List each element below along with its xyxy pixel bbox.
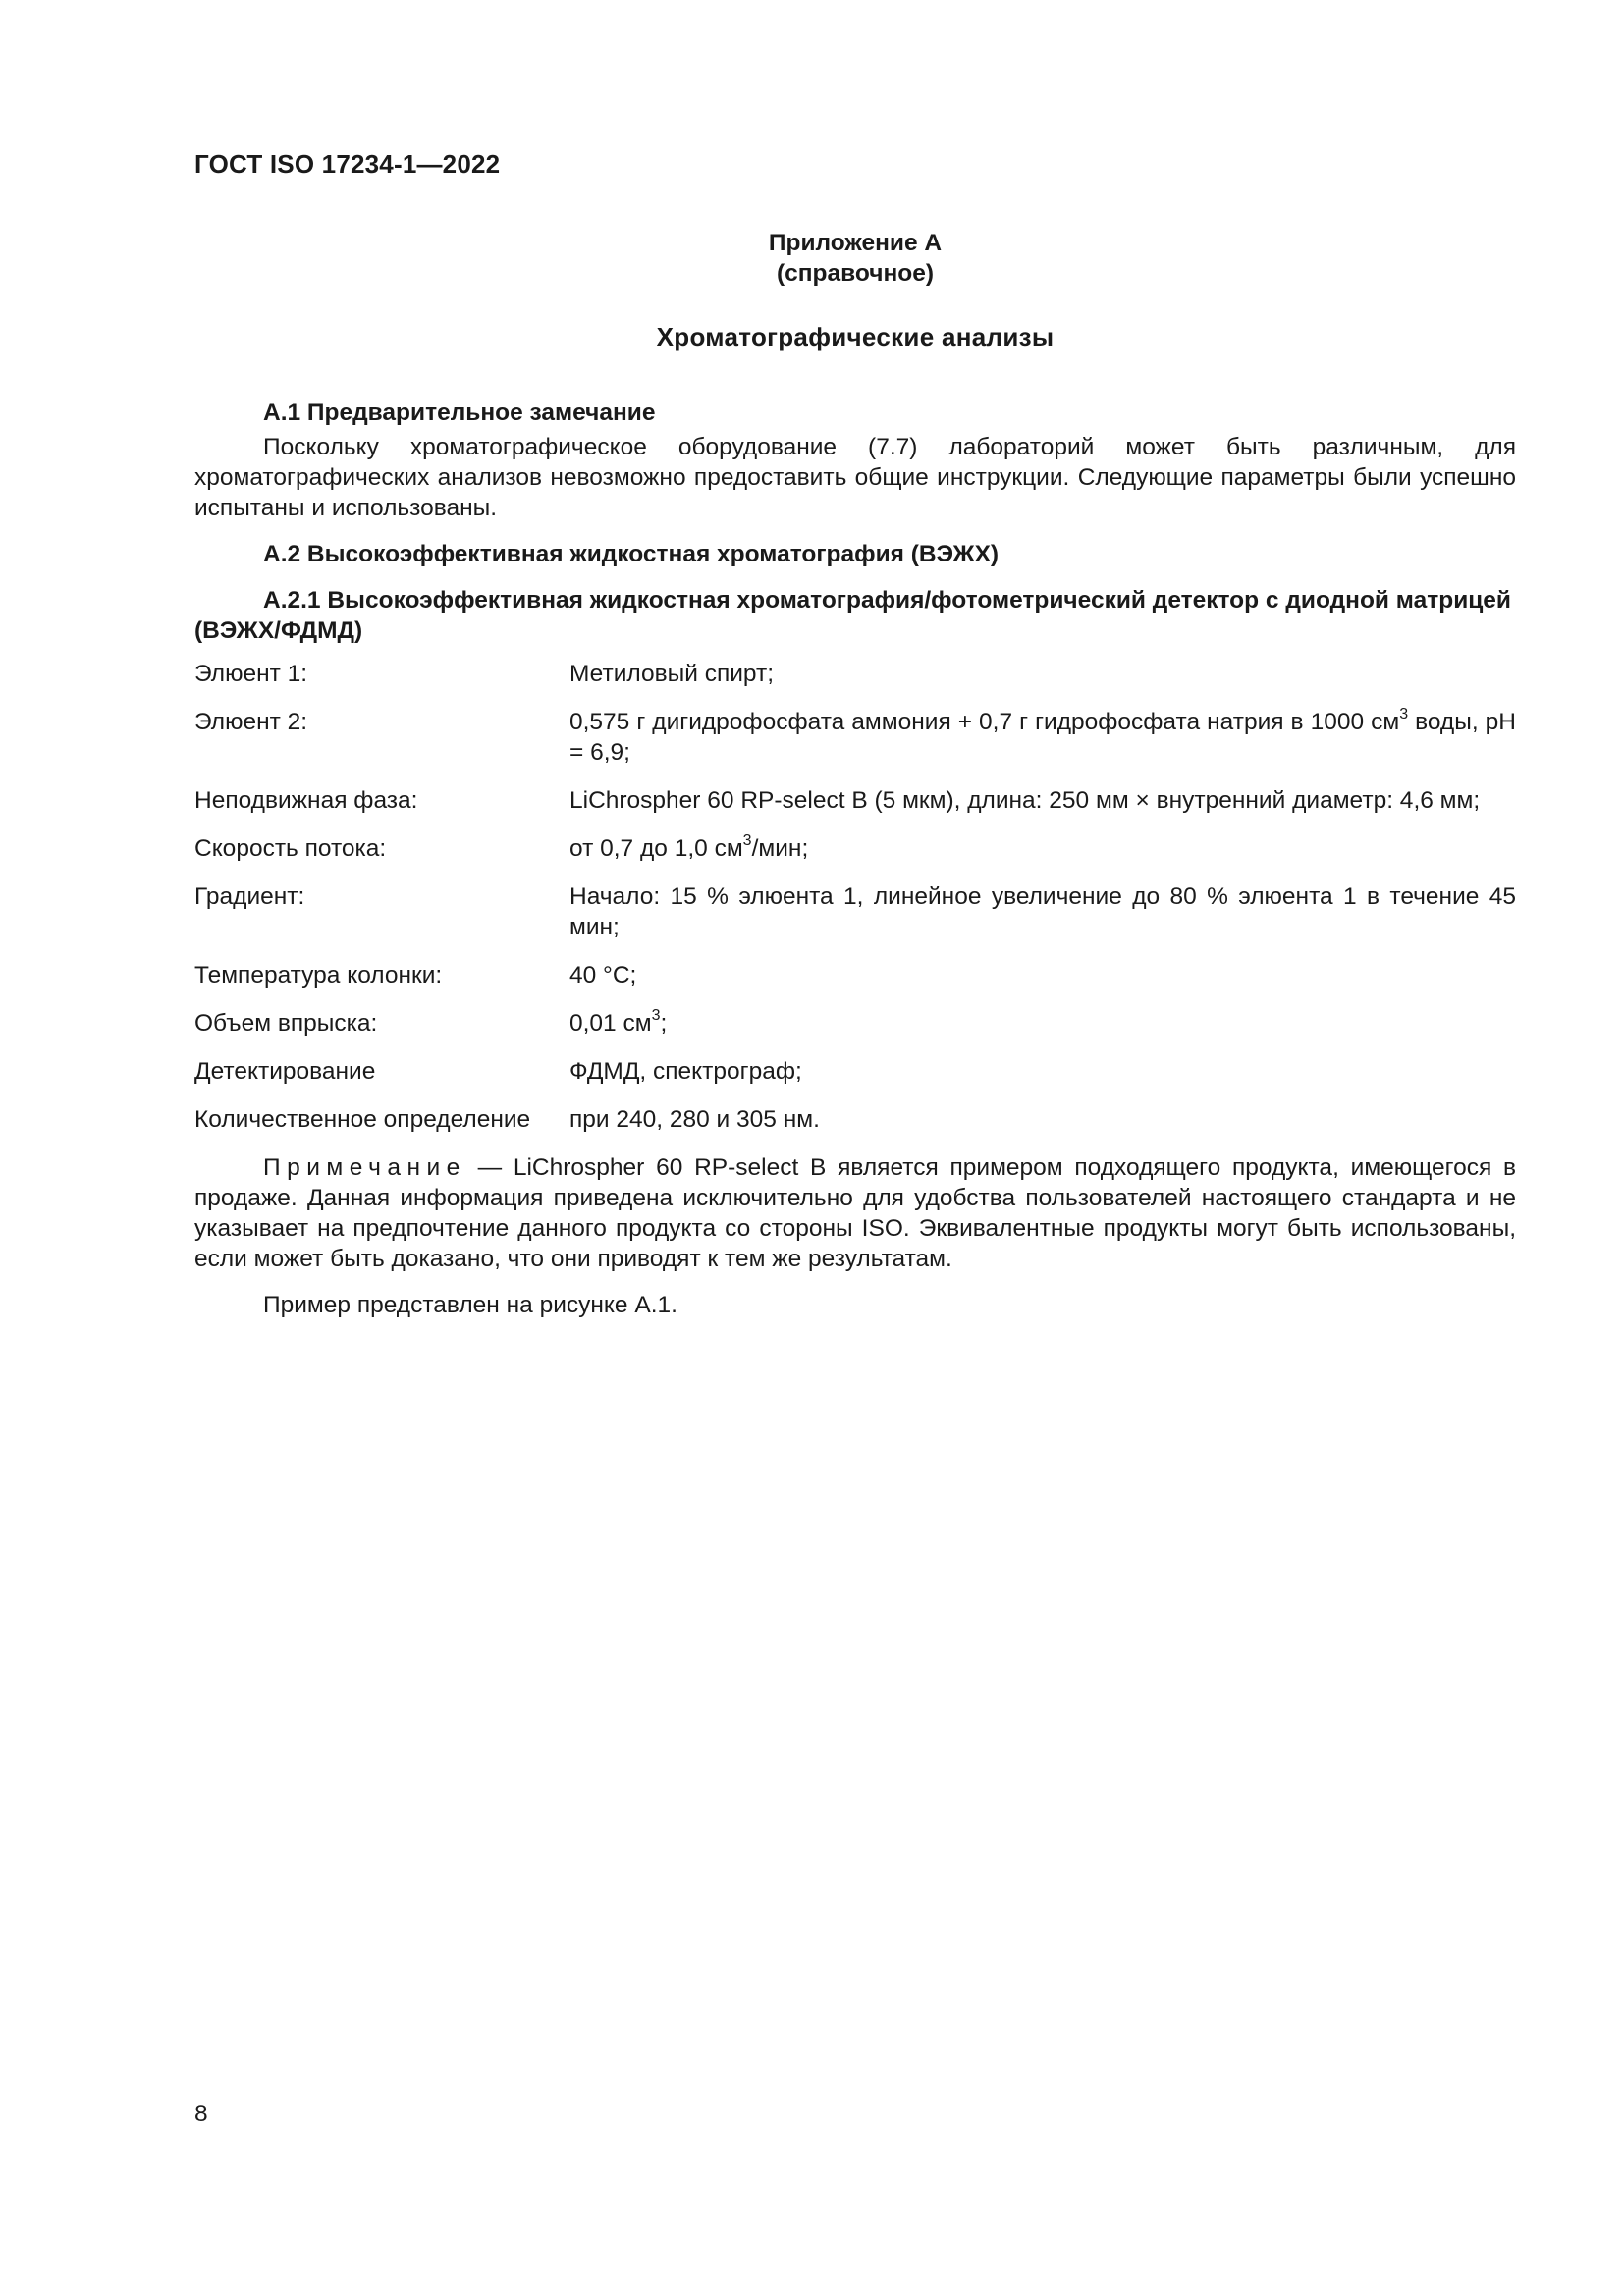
annex-status: (справочное): [776, 260, 935, 287]
parameter-label: Температура колонки:: [194, 962, 443, 988]
parameter-row: [194, 881, 1516, 942]
parameter-value-text: 0,575 г дигидрофосфата аммония + 0,7 г гидрофосфата натрия в 1000 см: [569, 709, 1400, 735]
page-number: 8: [194, 2101, 208, 2127]
superscript: 3: [651, 1006, 661, 1024]
annex-title: Приложение А: [768, 230, 943, 256]
parameter-row: [194, 659, 1516, 689]
section-a1-paragraph: Поскольку хроматографическое оборудование (7.7) лабораторий может быть различным, для хроматографических анализов невозможно предоставить общие инструкции. Следующие параметры были успешно испытаны и использованы.: [194, 434, 1516, 521]
annex-name: Хроматографические анализы: [656, 322, 1055, 351]
document-header-standard-id: ГОСТ ISO 17234-1—2022: [194, 149, 501, 179]
example-reference: Пример представлен на рисунке А.1.: [263, 1292, 677, 1318]
parameter-row: [194, 785, 1516, 816]
parameter-row: [194, 833, 1516, 864]
section-a1-heading: А.1 Предварительное замечание: [263, 400, 656, 426]
parameter-value: LiChrospher 60 RP-select В (5 мкм), длина: 250 мм × внутренний диаметр: 4,6 мм;: [569, 787, 1481, 814]
superscript: 3: [742, 831, 752, 849]
annex-heading: [194, 228, 1516, 289]
section-a21-heading: А.2.1 Высокоэффективная жидкостная хроматография/фотометрический детектор с диодной матрицей (ВЭЖХ/ФДМД): [194, 587, 1511, 644]
parameter-label: Детектирование: [194, 1058, 376, 1085]
parameter-value: [569, 1008, 1516, 1039]
parameter-value: при 240, 280 и 305 нм.: [569, 1106, 820, 1133]
parameter-label: Количественное определение: [194, 1106, 531, 1133]
document-body: [194, 398, 1516, 1320]
note-label: Примечание: [263, 1154, 466, 1181]
parameter-row: [194, 1056, 1516, 1087]
note-text: LiChrospher 60 RP-select В является примером подходящего продукта, имеющегося в продаже. Данная информация приведена исключительно для удобства пользователей настоящего стандарта и не указывает на предпочтение данного продукта со стороны ISO. Эквивалентные продукты могут быть использованы, если может быть доказано, что они приводят к тем же результатам.: [194, 1154, 1516, 1272]
parameter-value-text: от 0,7 до 1,0 см: [569, 835, 743, 862]
superscript: 3: [1399, 705, 1409, 722]
parameter-label: Объем впрыска:: [194, 1010, 378, 1037]
parameter-label: Градиент:: [194, 883, 305, 910]
parameters-list: [194, 659, 1516, 1135]
parameter-value: [569, 707, 1516, 768]
parameter-value-text: /мин;: [751, 835, 809, 862]
parameter-label: Элюент 2:: [194, 709, 308, 735]
note-dash: —: [465, 1154, 514, 1181]
note-paragraph: [194, 1152, 1516, 1274]
parameter-value-text: 0,01 см: [569, 1010, 652, 1037]
parameter-row: [194, 1104, 1516, 1135]
parameter-label: Элюент 1:: [194, 661, 308, 687]
section-a2-heading: А.2 Высокоэффективная жидкостная хроматография (ВЭЖХ): [263, 541, 1000, 567]
parameter-value-text: ;: [660, 1010, 668, 1037]
parameter-label: Неподвижная фаза:: [194, 787, 418, 814]
parameter-value-text: воды, рН = 6,9;: [569, 709, 1516, 766]
parameter-value: Начало: 15 % элюента 1, линейное увеличение до 80 % элюента 1 в течение 45 мин;: [569, 883, 1516, 940]
parameter-row: [194, 1008, 1516, 1039]
parameter-row: [194, 960, 1516, 990]
parameter-value: Метиловый спирт;: [569, 661, 775, 687]
parameter-value: [569, 833, 1516, 864]
parameter-value: ФДМД, спектрограф;: [569, 1058, 802, 1085]
parameter-label: Скорость потока:: [194, 835, 387, 862]
parameter-row: [194, 707, 1516, 768]
parameter-value: 40 °С;: [569, 962, 637, 988]
